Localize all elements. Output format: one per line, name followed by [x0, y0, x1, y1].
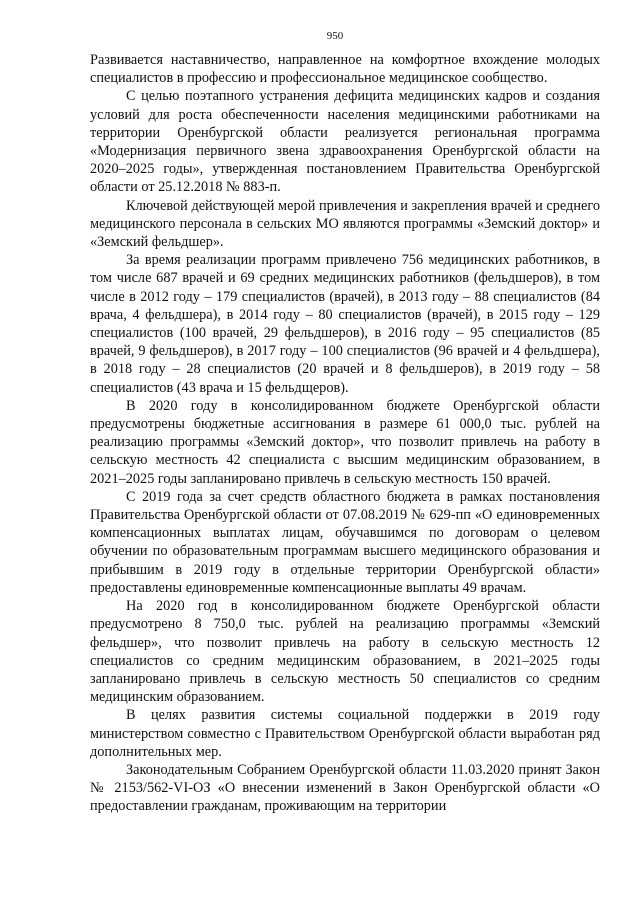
paragraph: С целью поэтапного устранения дефицита медицинских кадров и создания условий для роста обеспеченности населения медицинскими работниками на территории Оренбургской области реализуется региональная программа «Модернизация первичного звена здравоохранения Оренбургской области на 2020–2025 годы», утвержденная постановлением Правительства Оренбургской области от 25.12.2018 № 883-п.: [90, 88, 600, 196]
paragraph: Развивается наставничество, направленное на комфортное вхождение молодых специалистов в профессию и профессиональное медицинское сообщество.: [90, 52, 600, 87]
page-number: 950: [326, 30, 344, 42]
paragraph: Законодательным Собранием Оренбургской области 11.03.2020 принят Закон № 2153/562-VI-ОЗ «О внесении изменений в Закон Оренбургской области «О предоставлении гражданам, проживающим на территории: [90, 761, 600, 815]
paragraph: В 2020 году в консолидированном бюджете Оренбургской области предусмотрены бюджетные ассигнования в размере 61 000,0 тыс. рублей на реализацию программы «Земский доктор», что позволит привлечь на работу в сельскую местность 42 специалиста с высшим медицинским образованием, в 2021–2025 годы запланировано привлечь в сельскую местность 150 врачей.: [90, 397, 600, 487]
paragraph: За время реализации программ привлечено 756 медицинских работников, в том числе 687 врачей и 69 средних медицинских работников (фельдшеров), в том числе в 2012 году – 179 специалистов (врачей), в 2013 году – 88 специалистов (84 врача, 4 фельдшера), в 2014 году – 80 специалистов (врачей), в 2015 году – 129 специалистов (100 врачей, 29 фельдшеров), в 2016 году – 95 специалистов (85 врачей, 9 фельдшеров), в 2017 году – 100 специалистов (96 врачей и 4 фельдшера), в 2018 году – 28 специалистов (20 врачей и 8 фельдшеров), в 2019 году – 58 специалистов (43 врача и 15 фельдщеров).: [90, 252, 600, 396]
paragraph: Ключевой действующей мерой привлечения и закрепления врачей и среднего медицинского персонала в сельских МО являются программы «Земский доктор» и «Земский фельдшер».: [90, 197, 600, 251]
paragraph: С 2019 года за счет средств областного бюджета в рамках постановления Правительства Оренбургской области от 07.08.2019 № 629-пп «О единовременных компенсационных выплатах лицам, обучавшимся по договорам о целевом обучении по образовательным программам высшего медицинского образования и прибывшим в 2019 году в отдельные территории Оренбургской области» предоставлены единовременные компенсационные выплаты 49 врачам.: [90, 488, 600, 596]
paragraph: В целях развития системы социальной поддержки в 2019 году министерством совместно с Правительством Оренбургской области выработан ряд дополнительных мер.: [90, 707, 600, 760]
paragraph: На 2020 год в консолидированном бюджете Оренбургской области предусмотрено 8 750,0 тыс. рублей на реализацию программы «Земский фельдшер», что позволит привлечь на работу в сельскую местность 12 специалистов со средним медицинским образованием, в 2021–2025 годы запланировано привлечь в сельскую местность 50 специалистов со средним медицинским образованием.: [90, 598, 600, 706]
